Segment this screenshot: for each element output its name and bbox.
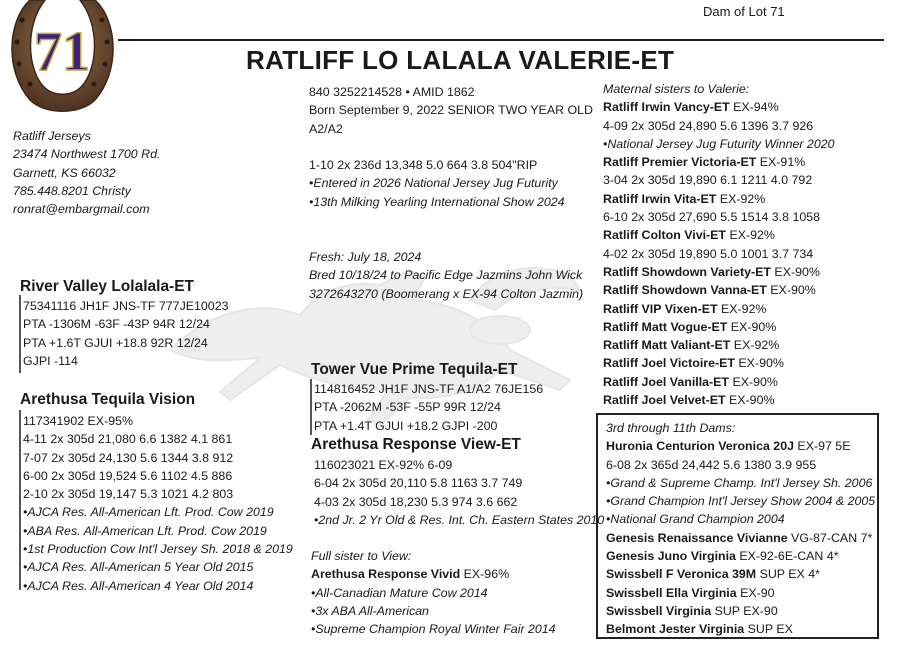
full-sister-score: EX-96% xyxy=(460,567,510,582)
breeding-info xyxy=(309,248,583,303)
pedigree-entry xyxy=(603,98,835,116)
dam-bar xyxy=(19,410,21,590)
bred-line: 3272643270 (Boomerang x EX-94 Colton Jazmin) xyxy=(309,286,584,301)
breeder-info xyxy=(13,127,160,218)
entry-name: Ratliff Irwin Vita-ET xyxy=(603,191,717,206)
dam-honor: •AJCA Res. All-American 5 Year Old 2015 xyxy=(23,560,254,575)
pedigree-entry xyxy=(603,336,835,354)
full-sister-honor: •All-Canadian Mature Cow 2014 xyxy=(311,585,488,600)
dam-record: 2-10 2x 305d 19,147 5.3 1021 4.2 803 xyxy=(23,487,234,502)
entry-score: EX-90% xyxy=(727,319,777,334)
horseshoe-logo xyxy=(0,0,124,118)
sire-line: 75341116 JH1F JNS-TF 777JE10023 xyxy=(23,299,229,313)
breeder-line: Ratliff Jerseys xyxy=(13,129,91,143)
sire-line: GJPI -114 xyxy=(23,353,78,368)
cow-a2-line: A2/A2 xyxy=(309,121,343,136)
cow-note: •13th Milking Yearling International Show 2024 xyxy=(309,194,565,209)
full-sister-block xyxy=(311,547,556,638)
entry-name: Ratliff Colton Vivi-ET xyxy=(603,228,726,243)
pedigree-entry xyxy=(603,263,835,281)
entry-score: EX-90% xyxy=(729,374,778,389)
entry-name: Swissbell F Veronica 39M xyxy=(606,567,757,582)
breeder-line: 23474 Northwest 1700 Rd. xyxy=(13,147,161,162)
dams-box-heading: 3rd through 11th Dams: xyxy=(606,421,736,435)
mgs-name: Tower Vue Prime Tequila-ET xyxy=(311,361,518,378)
full-sister-honor: •Supreme Champion Royal Winter Fair 2014 xyxy=(311,622,556,637)
entry-score: SUP EX-90 xyxy=(711,603,778,618)
pedigree-entry xyxy=(603,373,835,391)
entry-score: EX-90% xyxy=(766,283,816,298)
entry-name: Belmont Jester Virginia xyxy=(606,622,745,637)
entry-score: EX-92-6E-CAN 4* xyxy=(735,549,839,564)
entry-score: EX-92% xyxy=(716,191,766,206)
granddam-details xyxy=(314,456,604,529)
entry-score: EX-90% xyxy=(734,356,784,371)
pedigree-entry xyxy=(603,318,835,336)
entry-score: EX-90% xyxy=(725,393,775,408)
cow-info xyxy=(309,83,593,138)
mgs-line: 114816452 JH1F JNS-TF A1/A2 76JE156 xyxy=(314,382,544,396)
entry-score: SUP EX xyxy=(744,622,793,637)
entry-note: •National Jersey Jug Futurity Winner 2020 xyxy=(603,136,835,151)
entry-score: EX-92% xyxy=(726,228,775,243)
mgs-line: PTA -2062M -53F -55P 99R 12/24 xyxy=(314,400,501,415)
entry-record: 4-02 2x 305d 19,890 5.0 1001 3.7 734 xyxy=(603,246,814,261)
dam-record: 6-00 2x 305d 19,524 5.6 1102 4.5 886 xyxy=(23,468,233,483)
entry-name: Ratliff Matt Valiant-ET xyxy=(603,338,731,353)
pedigree-entry xyxy=(603,391,835,409)
pedigree-entry xyxy=(603,226,835,244)
dam-name: Arethusa Tequila Vision xyxy=(20,391,196,408)
sire-line: PTA +1.6T GJUI +18.8 92R 12/24 xyxy=(23,335,208,350)
entry-name: Ratliff Showdown Vanna-ET xyxy=(603,283,767,298)
sire-bar xyxy=(19,295,21,373)
breeder-line: Garnett, KS 66032 xyxy=(13,165,116,180)
breeder-line: 785.448.8201 Christy xyxy=(13,183,131,198)
dam-honor: •AJCA Res. All-American Lft. Prod. Cow 2019 xyxy=(23,505,274,520)
entry-score: VG-87-CAN 7* xyxy=(787,530,873,545)
granddam-record: 6-04 2x 305d 20,110 5.8 1163 3.7 749 xyxy=(314,476,523,491)
entry-name: Ratliff Matt Vogue-ET xyxy=(603,319,728,334)
entry-name: Ratliff Joel Vanilla-ET xyxy=(603,374,729,389)
entry-record: 4-09 2x 305d 24,890 5.6 1396 3.7 926 xyxy=(603,118,814,133)
dams-box-content xyxy=(606,419,875,639)
maternal-sisters xyxy=(603,80,835,409)
lot-label: Dam of Lot 71 xyxy=(703,4,785,19)
breeder-email: ronrat@embargmail.com xyxy=(13,202,150,217)
entry-score: EX-92% xyxy=(717,301,767,316)
entry-score: EX-90 xyxy=(736,585,775,600)
entry-name: Genesis Juno Virginia xyxy=(606,549,736,564)
sire-details xyxy=(23,297,228,370)
granddam-record: 4-03 2x 305d 18,230 5.3 974 3.6 662 xyxy=(314,494,518,509)
cow-birth-line: Born September 9, 2022 SENIOR TWO YEAR OLD xyxy=(309,103,593,118)
entry-record: 3-04 2x 305d 19,890 6.1 1211 4.0 792 xyxy=(603,173,813,188)
dam-honor: •AJCA Res. All-American 4 Year Old 2014 xyxy=(23,578,254,593)
mgs-bar xyxy=(310,379,312,435)
pedigree-entry xyxy=(603,300,835,318)
entry-note: •Grand & Supreme Champ. Int'l Jersey Sh. 2006 xyxy=(606,475,873,490)
entry-name: Ratliff Showdown Variety-ET xyxy=(603,264,771,279)
granddam-id-line: 116023021 EX-92% 6-09 xyxy=(314,458,453,472)
pedigree-entry xyxy=(606,620,875,638)
maternal-sisters-heading: Maternal sisters to Valerie: xyxy=(603,82,750,96)
entry-score: EX-97 5E xyxy=(793,439,851,454)
pedigree-entry xyxy=(606,437,875,455)
maternal-sisters-list xyxy=(603,98,835,409)
cow-id-line: 840 3252214528 • AMID 1862 xyxy=(309,85,475,99)
granddam-note: •2nd Jr. 2 Yr Old & Res. Int. Ch. Eastern States 2010 xyxy=(314,512,605,527)
pedigree-entry xyxy=(606,584,875,602)
sire-name: River Valley Lolalala-ET xyxy=(20,278,195,295)
entry-score: EX-92% xyxy=(730,338,780,353)
cow-record-line: 1-10 2x 236d 13,348 5.0 664 3.8 504"RIP xyxy=(309,158,538,172)
dams-box-list xyxy=(606,437,875,638)
entry-score: EX-90% xyxy=(770,264,820,279)
sire-line: PTA -1306M -63F -43P 94R 12/24 xyxy=(23,317,210,332)
entry-score: EX-94% xyxy=(729,100,779,115)
entry-score: EX-91% xyxy=(756,155,806,170)
pedigree-entry xyxy=(603,190,835,208)
full-sister-heading: Full sister to View: xyxy=(311,549,412,563)
entry-record: 6-08 2x 365d 24,442 5.6 1380 3.9 955 xyxy=(606,457,817,472)
full-sister-honor: •3x ABA All-American xyxy=(311,603,429,618)
pedigree-entry xyxy=(606,529,875,547)
entry-name: Ratliff Joel Victoire-ET xyxy=(603,356,735,371)
dam-record: 4-11 2x 305d 21,080 6.6 1382 4.1 861 xyxy=(23,432,233,447)
entry-note: •National Grand Champion 2004 xyxy=(606,512,785,527)
pedigree-entry xyxy=(603,354,835,372)
dam-record: 7-07 2x 305d 24,130 5.6 1344 3.8 912 xyxy=(23,450,234,465)
entry-name: Ratliff Joel Velvet-ET xyxy=(603,393,726,408)
dam-id-line: 117341902 EX-95% xyxy=(23,414,133,428)
entry-name: Genesis Renaissance Vivianne xyxy=(606,530,788,545)
entry-score: SUP EX 4* xyxy=(756,567,820,582)
entry-note: •Grand Champion Int'l Jersey Show 2004 & 2005 xyxy=(606,494,876,509)
dam-details xyxy=(23,412,293,595)
pedigree-entry xyxy=(603,281,835,299)
mgs-details xyxy=(314,380,543,435)
cow-note: •Entered in 2026 National Jersey Jug Futurity xyxy=(309,176,558,191)
header-rule xyxy=(118,39,884,41)
lot-number-graphic: 71 xyxy=(34,21,90,83)
granddam-name: Arethusa Response View-ET xyxy=(311,436,521,453)
pedigree-entry xyxy=(606,565,875,583)
entry-name: Swissbell Virginia xyxy=(606,603,712,618)
full-sister-name: Arethusa Response Vivid xyxy=(311,567,461,582)
dams-box xyxy=(596,413,879,639)
cow-record xyxy=(309,156,565,211)
pedigree-entry xyxy=(606,602,875,620)
entry-name: Huronia Centurion Veronica 20J xyxy=(606,439,794,454)
bred-line: Bred 10/18/24 to Pacific Edge Jazmins John Wick xyxy=(309,268,583,283)
mgs-line: PTA +1.4T GJUI +18.2 GJPI -200 xyxy=(314,418,498,433)
pedigree-entry xyxy=(603,153,835,171)
entry-name: Ratliff Premier Victoria-ET xyxy=(603,155,757,170)
entry-name: Ratliff Irwin Vancy-ET xyxy=(603,100,730,115)
dam-honor: •1st Production Cow Int'l Jersey Sh. 2018 & 2019 xyxy=(23,542,293,557)
pedigree-entry xyxy=(606,547,875,565)
entry-record: 6-10 2x 305d 27,690 5.5 1514 3.8 1058 xyxy=(603,210,821,225)
fresh-date: Fresh: July 18, 2024 xyxy=(309,250,422,264)
cow-name-title: RATLIFF LO LALALA VALERIE-ET xyxy=(246,45,675,75)
entry-name: Ratliff VIP Vixen-ET xyxy=(603,301,718,316)
dam-honor: •ABA Res. All-American Lft. Prod. Cow 2019 xyxy=(23,523,267,538)
entry-name: Swissbell Ella Virginia xyxy=(606,585,737,600)
